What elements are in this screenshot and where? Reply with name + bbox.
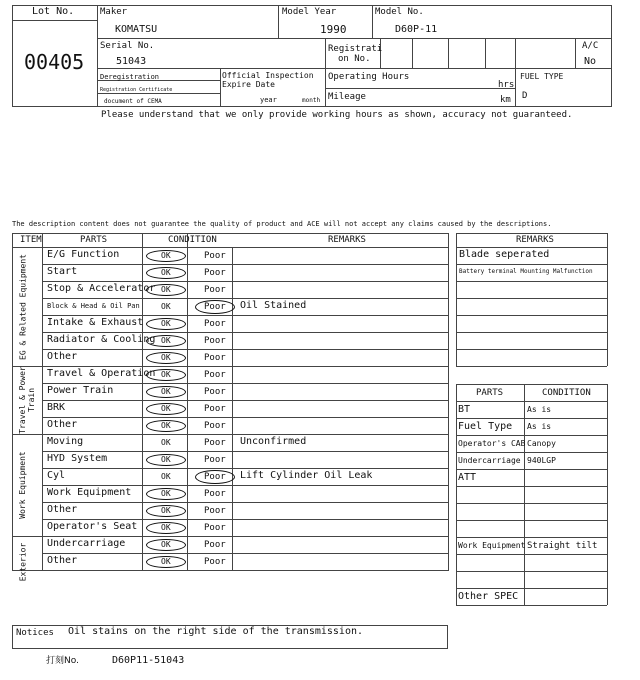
notices-text: Oil stains on the right side of the transmission. bbox=[68, 626, 364, 637]
grid-line bbox=[456, 588, 607, 589]
poor-option: Poor bbox=[204, 336, 226, 346]
poor-option: Poor bbox=[204, 285, 226, 295]
right-remark-item: Blade seperated bbox=[459, 249, 550, 260]
ok-option: OK bbox=[161, 268, 171, 277]
lot-number: 00405 bbox=[24, 50, 85, 74]
group-label: Travel & Power Train bbox=[18, 366, 36, 434]
spec-condition: As is bbox=[527, 422, 552, 431]
ok-circle bbox=[146, 488, 186, 500]
part-name: Moving bbox=[47, 436, 84, 447]
lot-label: Lot No. bbox=[32, 6, 75, 17]
part-name: Other bbox=[47, 504, 78, 515]
poor-option: Poor bbox=[204, 523, 226, 533]
grid-line bbox=[220, 68, 221, 107]
spec-condition: As is bbox=[527, 405, 552, 414]
part-name: BRK bbox=[47, 402, 66, 413]
grid-line bbox=[42, 451, 448, 452]
poor-option: Poor bbox=[204, 353, 226, 363]
ok-option: OK bbox=[161, 285, 171, 294]
part-name: Radiator & Cooling bbox=[47, 334, 156, 345]
grid-line bbox=[232, 247, 233, 570]
ok-option: OK bbox=[161, 421, 171, 430]
right-remarks-header: REMARKS bbox=[516, 235, 554, 245]
grid-line bbox=[12, 20, 98, 21]
inspection-label-2: Expire Date bbox=[222, 80, 275, 89]
poor-option: Poor bbox=[204, 268, 226, 278]
item-header: ITEM bbox=[20, 235, 42, 245]
part-name: Power Train bbox=[47, 385, 114, 396]
grid-line bbox=[42, 417, 448, 418]
fuel-type-value: D bbox=[522, 91, 528, 101]
grid-line bbox=[456, 281, 607, 282]
grid-line bbox=[456, 520, 607, 521]
part-name: Operator's Seat bbox=[47, 521, 138, 532]
poor-option: Poor bbox=[204, 438, 226, 448]
group-label: Exterior bbox=[18, 542, 27, 581]
ok-circle bbox=[146, 505, 186, 517]
hours-notice: Please understand that we only provide working hours as shown, accuracy not guaranteed. bbox=[101, 110, 573, 120]
ok-circle bbox=[146, 454, 186, 466]
remarks-header: REMARKS bbox=[328, 235, 366, 245]
grid-line bbox=[456, 264, 607, 265]
km-label: km bbox=[500, 95, 511, 105]
ok-circle bbox=[146, 369, 186, 381]
ok-option: OK bbox=[161, 472, 171, 481]
model-year-label: Model Year bbox=[282, 7, 337, 17]
grid-line bbox=[575, 38, 576, 69]
poor-option: Poor bbox=[204, 421, 226, 431]
right-parts-header: PARTS bbox=[476, 388, 504, 398]
hrs-label: hrs bbox=[498, 80, 515, 90]
mileage-label: Mileage bbox=[328, 92, 366, 102]
serial-label: Serial No. bbox=[100, 41, 155, 51]
year-label: year bbox=[260, 96, 277, 104]
part-name: Other bbox=[47, 351, 78, 362]
spec-part: Operator's CAB bbox=[458, 439, 526, 448]
grid-line bbox=[412, 38, 413, 69]
grid-line bbox=[456, 298, 607, 299]
stamp-value: D60P11-51043 bbox=[112, 655, 185, 666]
month-label: month bbox=[302, 97, 321, 104]
grid-line bbox=[456, 233, 457, 366]
spec-part: ATT bbox=[458, 472, 477, 483]
poor-circle bbox=[195, 470, 235, 484]
grid-line bbox=[42, 281, 448, 282]
grid-line bbox=[456, 452, 607, 453]
part-name: Block & Head & Oil Pan bbox=[47, 302, 140, 310]
poor-option: Poor bbox=[204, 557, 226, 567]
grid-line bbox=[456, 486, 607, 487]
grid-line bbox=[42, 519, 448, 520]
part-name: Stop & Accelerator bbox=[47, 283, 156, 294]
grid-line bbox=[97, 38, 611, 39]
ok-option: OK bbox=[161, 353, 171, 362]
poor-option: Poor bbox=[204, 370, 226, 380]
fuel-type-label: FUEL TYPE bbox=[520, 72, 564, 81]
remark-text: Unconfirmed bbox=[240, 436, 307, 447]
ok-circle bbox=[146, 352, 186, 364]
right-remark-item: Battery terminal Mounting Malfunction bbox=[459, 268, 593, 275]
model-no-value: D60P-11 bbox=[395, 24, 438, 35]
grid-line bbox=[187, 233, 188, 571]
group-label: EG & Related Equipment bbox=[18, 253, 27, 360]
grid-line bbox=[456, 315, 607, 316]
ok-option: OK bbox=[161, 557, 171, 566]
registration-no-label-2: on No. bbox=[338, 54, 371, 64]
grid-line bbox=[97, 68, 611, 69]
poor-option: Poor bbox=[204, 506, 226, 516]
ok-circle bbox=[146, 556, 186, 568]
grid-line bbox=[448, 38, 449, 69]
ok-option: OK bbox=[161, 523, 171, 532]
grid-line bbox=[456, 349, 607, 350]
poor-option: Poor bbox=[204, 251, 226, 261]
part-name: Intake & Exhaust bbox=[47, 317, 144, 328]
grid-line bbox=[456, 332, 607, 333]
grid-line bbox=[42, 536, 448, 537]
ok-option: OK bbox=[161, 370, 171, 379]
grid-line bbox=[456, 537, 607, 538]
remark-text: Lift Cylinder Oil Leak bbox=[240, 470, 373, 481]
ok-circle bbox=[146, 539, 186, 551]
group-label: Work Equipment bbox=[18, 451, 27, 519]
grid-line bbox=[42, 366, 448, 367]
disclaimer: The description content does not guarantee the quality of product and ACE will not accept any claims caused by the descriptions. bbox=[12, 220, 552, 228]
ok-option: OK bbox=[161, 404, 171, 413]
spec-part: Work Equipment bbox=[458, 541, 526, 550]
grid-line bbox=[12, 233, 448, 234]
grid-line bbox=[456, 469, 607, 470]
grid-line bbox=[42, 349, 448, 350]
ok-option: OK bbox=[161, 506, 171, 515]
spec-condition: Straight tilt bbox=[527, 541, 598, 551]
grid-line bbox=[607, 384, 608, 605]
ok-circle bbox=[146, 335, 186, 347]
part-name: Cyl bbox=[47, 470, 66, 481]
ok-circle bbox=[146, 250, 186, 262]
notices-label: Notices bbox=[16, 628, 54, 638]
grid-line bbox=[456, 571, 607, 572]
part-name: Other bbox=[47, 555, 78, 566]
grid-line bbox=[42, 332, 448, 333]
part-name: Start bbox=[47, 266, 78, 277]
grid-line bbox=[611, 5, 612, 107]
poor-option: Poor bbox=[204, 302, 226, 312]
model-year-value: 1990 bbox=[320, 23, 347, 36]
part-name: Work Equipment bbox=[47, 487, 132, 498]
grid-line bbox=[456, 384, 607, 385]
grid-line bbox=[456, 503, 607, 504]
remark-text: Oil Stained bbox=[240, 300, 307, 311]
ok-circle bbox=[146, 522, 186, 534]
grid-line bbox=[12, 247, 448, 248]
operating-hours-label: Operating Hours bbox=[328, 72, 410, 82]
poor-option: Poor bbox=[204, 455, 226, 465]
ok-option: OK bbox=[161, 302, 171, 311]
ok-circle bbox=[146, 420, 186, 432]
maker-value: KOMATSU bbox=[115, 24, 158, 35]
grid-line bbox=[278, 5, 279, 39]
grid-line bbox=[42, 264, 448, 265]
condition-header: CONDITION bbox=[168, 235, 217, 245]
ok-option: OK bbox=[161, 336, 171, 345]
cema-document-label: document of CEMA bbox=[104, 98, 162, 105]
ok-circle bbox=[146, 284, 186, 296]
grid-line bbox=[42, 400, 448, 401]
grid-line bbox=[515, 38, 516, 107]
grid-line bbox=[372, 5, 373, 39]
grid-line bbox=[42, 468, 448, 469]
ok-option: OK bbox=[161, 438, 171, 447]
grid-line bbox=[485, 38, 486, 69]
ok-circle bbox=[146, 386, 186, 398]
parts-header: PARTS bbox=[80, 235, 108, 245]
poor-option: Poor bbox=[204, 404, 226, 414]
poor-option: Poor bbox=[204, 540, 226, 550]
ac-label: A/C bbox=[582, 41, 599, 51]
spec-condition: 940LGP bbox=[527, 456, 556, 465]
grid-line bbox=[456, 554, 607, 555]
right-condition-header: CONDITION bbox=[542, 388, 591, 398]
part-name: Undercarriage bbox=[47, 538, 126, 549]
poor-option: Poor bbox=[204, 489, 226, 499]
model-no-label: Model No. bbox=[375, 7, 424, 17]
ok-option: OK bbox=[161, 540, 171, 549]
registration-no-label-1: Registrati bbox=[328, 44, 383, 54]
part-name: Other bbox=[47, 419, 78, 430]
poor-circle bbox=[195, 300, 235, 314]
spec-part: Other SPEC bbox=[458, 591, 519, 602]
grid-line bbox=[448, 233, 449, 571]
grid-line bbox=[42, 434, 448, 435]
grid-line bbox=[456, 435, 607, 436]
poor-option: Poor bbox=[204, 387, 226, 397]
grid-line bbox=[456, 401, 607, 402]
grid-line bbox=[325, 38, 326, 107]
grid-line bbox=[456, 366, 607, 367]
grid-line bbox=[12, 106, 612, 107]
poor-option: Poor bbox=[204, 472, 226, 482]
grid-line bbox=[42, 553, 448, 554]
ac-value: No bbox=[584, 56, 597, 67]
deregistration-label: Deregistration bbox=[100, 73, 160, 81]
part-name: HYD System bbox=[47, 453, 108, 464]
grid-line bbox=[456, 418, 607, 419]
serial-value: 51043 bbox=[116, 56, 147, 67]
grid-line bbox=[325, 88, 515, 89]
ok-circle bbox=[146, 318, 186, 330]
grid-line bbox=[42, 315, 448, 316]
ok-option: OK bbox=[161, 455, 171, 464]
part-name: Travel & Operation bbox=[47, 368, 156, 379]
grid-line bbox=[42, 298, 448, 299]
poor-option: Poor bbox=[204, 319, 226, 329]
spec-part: BT bbox=[458, 404, 471, 415]
spec-part: Fuel Type bbox=[458, 421, 513, 432]
grid-line bbox=[12, 233, 13, 571]
registration-certificate-label: Registration Certificate bbox=[100, 87, 173, 93]
ok-option: OK bbox=[161, 489, 171, 498]
spec-condition: Canopy bbox=[527, 439, 556, 448]
ok-option: OK bbox=[161, 251, 171, 260]
grid-line bbox=[97, 5, 98, 107]
part-name: E/G Function bbox=[47, 249, 120, 260]
ok-circle bbox=[146, 403, 186, 415]
grid-line bbox=[456, 247, 607, 248]
ok-option: OK bbox=[161, 319, 171, 328]
grid-line bbox=[42, 502, 448, 503]
spec-part: Undercarriage bbox=[458, 456, 521, 465]
grid-line bbox=[607, 233, 608, 366]
maker-label: Maker bbox=[100, 7, 128, 17]
grid-line bbox=[42, 383, 448, 384]
grid-line bbox=[456, 605, 607, 606]
grid-line bbox=[42, 485, 448, 486]
ok-option: OK bbox=[161, 387, 171, 396]
grid-line bbox=[42, 233, 43, 571]
grid-line bbox=[12, 570, 448, 571]
inspection-label-1: Official Inspection bbox=[222, 71, 314, 80]
ok-circle bbox=[146, 267, 186, 279]
stamp-label: 打刻No. bbox=[46, 656, 79, 666]
